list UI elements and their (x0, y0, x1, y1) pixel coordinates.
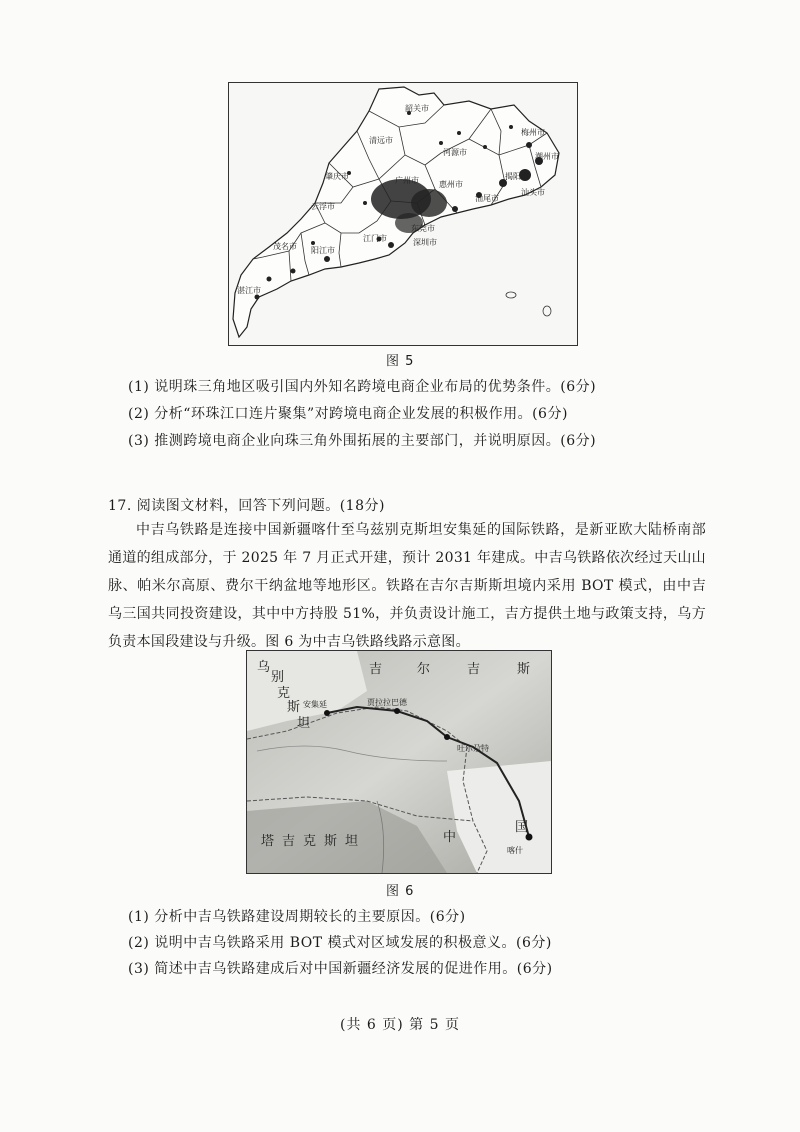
city-label: 韶关市 (405, 104, 429, 113)
country-label-tajikistan: 塔吉克斯坦 (261, 834, 367, 849)
question-16-3: (3) 推测跨境电商企业向珠三角外围拓展的主要部门，并说明原因。(6分) (128, 433, 597, 449)
country-label-uzbekistan: 斯 (287, 700, 301, 715)
city-label: 梅州市 (521, 128, 545, 137)
question-17-paragraph: 中吉乌铁路是连接中国新疆喀什至乌兹别克斯坦安集延的国际铁路，是新亚欧大陆桥南部通道的组成部分，于 2025 年 7 月正式开建，预计 2031 年建成。中吉乌铁路依次经过天山山脉、帕米尔高原、费尔干纳盆地等地形区。铁路在吉尔吉斯斯坦境内采用 BOT 模式，由中吉乌三国共同投资建设，其中中方持股 51%，并负责设计施工，吉方提供土地与政策支持，乌方负责本国段建设与升级。图 6 为中吉乌铁路线路示意图。 (108, 522, 706, 650)
city-label: 深圳市 (413, 238, 437, 247)
city-label: 茂名市 (273, 242, 297, 251)
country-label-china: 中 (443, 830, 457, 845)
city-label: 河源市 (443, 148, 467, 157)
city-label: 揭阳市 (505, 172, 529, 181)
country-label-uzbekistan: 克 (277, 686, 291, 701)
question-17-title: 17. 阅读图文材料，回答下列问题。(18分) (108, 498, 385, 514)
city-label: 湛江市 (237, 286, 261, 295)
city-label: 云浮市 (311, 202, 335, 211)
city-label: 汕头市 (521, 188, 545, 197)
question-17-3: (3) 简述中吉乌铁路建成后对中国新疆经济发展的促进作用。(6分) (128, 961, 553, 977)
city-label: 潮州市 (535, 152, 559, 161)
city-label: 肇庆市 (325, 172, 349, 181)
place-label-andijan: 安集延 (303, 700, 327, 709)
question-17-2: (2) 说明中吉乌铁路采用 BOT 模式对区域发展的积极意义。(6分) (128, 935, 552, 951)
city-label: 广州市 (395, 176, 419, 185)
country-label-kyrgyzstan: 吉 (467, 662, 481, 677)
city-label: 江门市 (363, 234, 387, 243)
page-footer: (共 6 页) 第 5 页 (340, 1017, 460, 1033)
place-label-jalal-abad: 贾拉拉巴德 (367, 698, 407, 707)
city-label: 惠州市 (439, 180, 463, 189)
country-label-china: 国 (515, 820, 529, 835)
country-label-uzbekistan: 别 (271, 670, 285, 685)
question-16-2: (2) 分析“环珠江口连片聚集”对跨境电商企业发展的积极作用。(6分) (128, 406, 568, 422)
figure-6-caption: 图 6 (386, 884, 415, 899)
figure-5-map (228, 82, 578, 346)
city-label: 清远市 (369, 136, 393, 145)
country-label-kyrgyzstan: 斯 (517, 662, 531, 677)
place-label-kashgar: 喀什 (507, 846, 523, 855)
figure-5-caption: 图 5 (386, 354, 415, 369)
city-label: 汕尾市 (475, 194, 499, 203)
city-label: 阳江市 (311, 246, 335, 255)
country-label-kyrgyzstan: 吉 (369, 662, 383, 677)
city-label: 东莞市 (411, 224, 435, 233)
question-16-1: (1) 说明珠三角地区吸引国内外知名跨境电商企业布局的优势条件。(6分) (128, 379, 597, 395)
figure-6-map (246, 650, 552, 874)
question-17-1: (1) 分析中吉乌铁路建设周期较长的主要原因。(6分) (128, 909, 466, 925)
country-label-kyrgyzstan: 尔 (417, 662, 431, 677)
country-label-uzbekistan: 乌 (257, 660, 271, 675)
country-label-uzbekistan: 坦 (297, 716, 311, 731)
place-label-torugart: 吐尔尕特 (457, 744, 489, 753)
